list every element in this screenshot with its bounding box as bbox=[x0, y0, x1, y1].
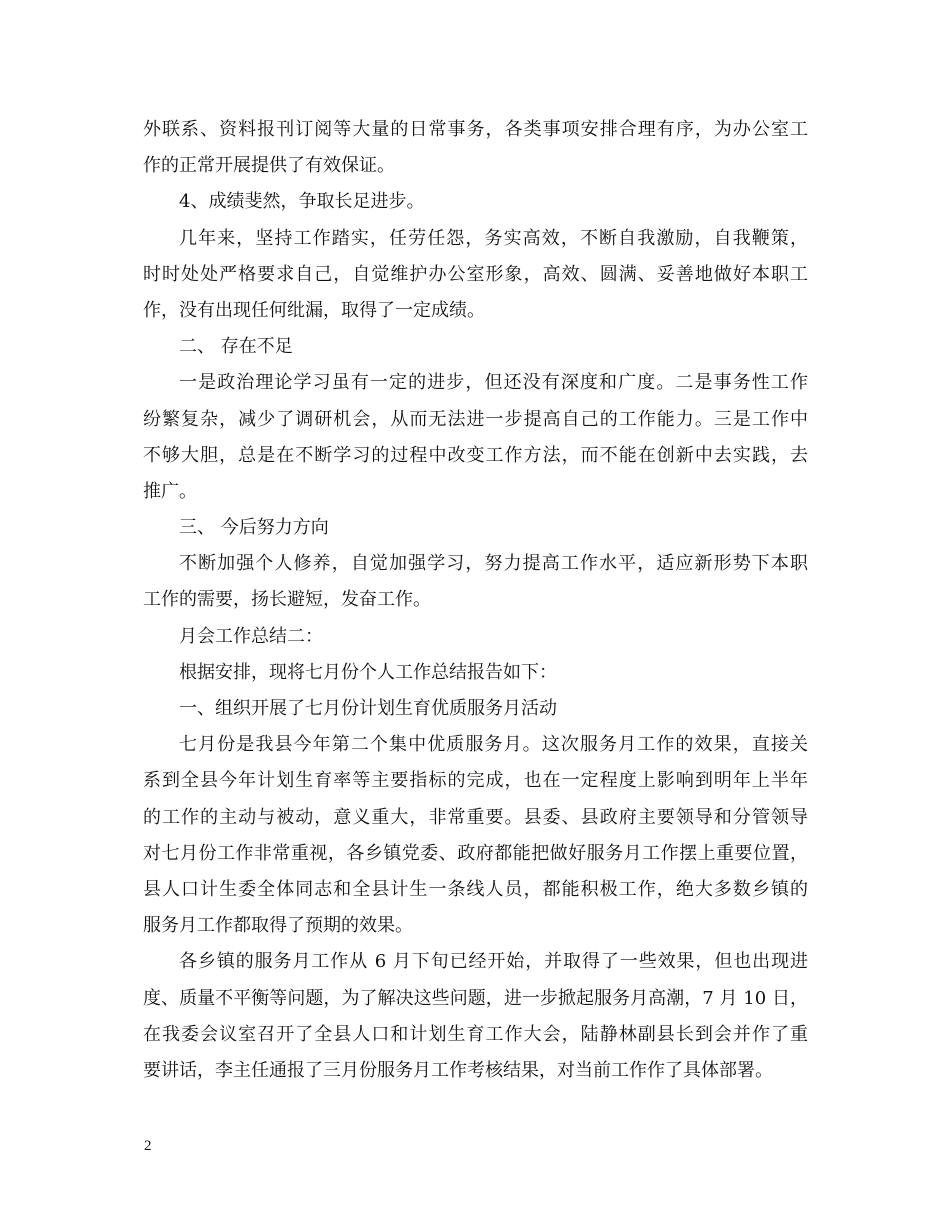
paragraph-line: 县人口计生委全体同志和全县计生一条线人员，都能积极工作，绝大多数乡镇的 bbox=[143, 878, 808, 900]
page-number: 2 bbox=[144, 1138, 152, 1154]
section-heading: 月会工作总结二： bbox=[179, 625, 323, 647]
section-heading: 三、 今后努力方向 bbox=[179, 517, 329, 539]
paragraph-line: 根据安排，现将七月份个人工作总结报告如下： bbox=[179, 661, 557, 683]
paragraph-line: 七月份是我县今年第二个集中优质服务月。这次服务月工作的效果，直接关 bbox=[179, 734, 808, 756]
paragraph-line: 纷繁复杂，减少了调研机会，从而无法进一步提高自己的工作能力。三是工作中 bbox=[143, 408, 808, 430]
document-body bbox=[143, 112, 808, 1089]
paragraph-line: 不够大胆，总是在不断学习的过程中改变工作方法，而不能在创新中去实践，去 bbox=[143, 444, 808, 466]
section-heading: 一、组织开展了七月份计划生育优质服务月活动 bbox=[179, 698, 557, 719]
paragraph-line: 时时处处严格要求自己，自觉维护办公室形象，高效、圆满、妥善地做好本职工 bbox=[143, 263, 808, 285]
section-heading: 4、成绩斐然，争取长足进步。 bbox=[179, 191, 425, 213]
paragraph-line: 一是政治理论学习虽有一定的进步，但还没有深度和广度。二是事务性工作 bbox=[179, 372, 808, 394]
paragraph-line: 几年来，坚持工作踏实，任劳任怨，务实高效，不断自我激励，自我鞭策， bbox=[179, 227, 808, 249]
paragraph-line: 各乡镇的服务月工作从 6 月下旬已经开始，并取得了一些效果，但也出现进 bbox=[179, 951, 808, 973]
paragraph-line: 作，没有出现任何纰漏，取得了一定成绩。 bbox=[143, 299, 485, 321]
paragraph-line: 对七月份工作非常重视，各乡镇党委、政府都能把做好服务月工作摆上重要位置， bbox=[143, 842, 808, 864]
paragraph-line: 服务月工作都取得了预期的效果。 bbox=[143, 915, 413, 937]
section-heading: 二、 存在不足 bbox=[179, 336, 293, 358]
paragraph-line: 外联系、资料报刊订阅等大量的日常事务，各类事项安排合理有序，为办公室工 bbox=[143, 119, 808, 140]
paragraph-line: 不断加强个人修养，自觉加强学习，努力提高工作水平，适应新形势下本职 bbox=[179, 553, 808, 575]
paragraph-line: 的工作的主动与被动，意义重大，非常重要。县委、县政府主要领导和分管领导 bbox=[143, 806, 808, 828]
paragraph-line: 要讲话，李主任通报了三月份服务月工作考核结果，对当前工作作了具体部署。 bbox=[143, 1059, 773, 1081]
paragraph-line: 工作的需要，扬长避短，发奋工作。 bbox=[143, 589, 431, 611]
paragraph-line: 推广。 bbox=[143, 480, 197, 502]
paragraph-line: 作的正常开展提供了有效保证。 bbox=[143, 155, 395, 177]
paragraph-line: 度、质量不平衡等问题，为了解决这些问题，进一步掀起服务月高潮，7 月 10 日， bbox=[143, 987, 808, 1009]
paragraph-line: 系到全县今年计划生育率等主要指标的完成，也在一定程度上影响到明年上半年 bbox=[143, 770, 808, 792]
paragraph-line: 在我委会议室召开了全县人口和计划生育工作大会，陆静林副县长到会并作了重 bbox=[143, 1023, 808, 1045]
